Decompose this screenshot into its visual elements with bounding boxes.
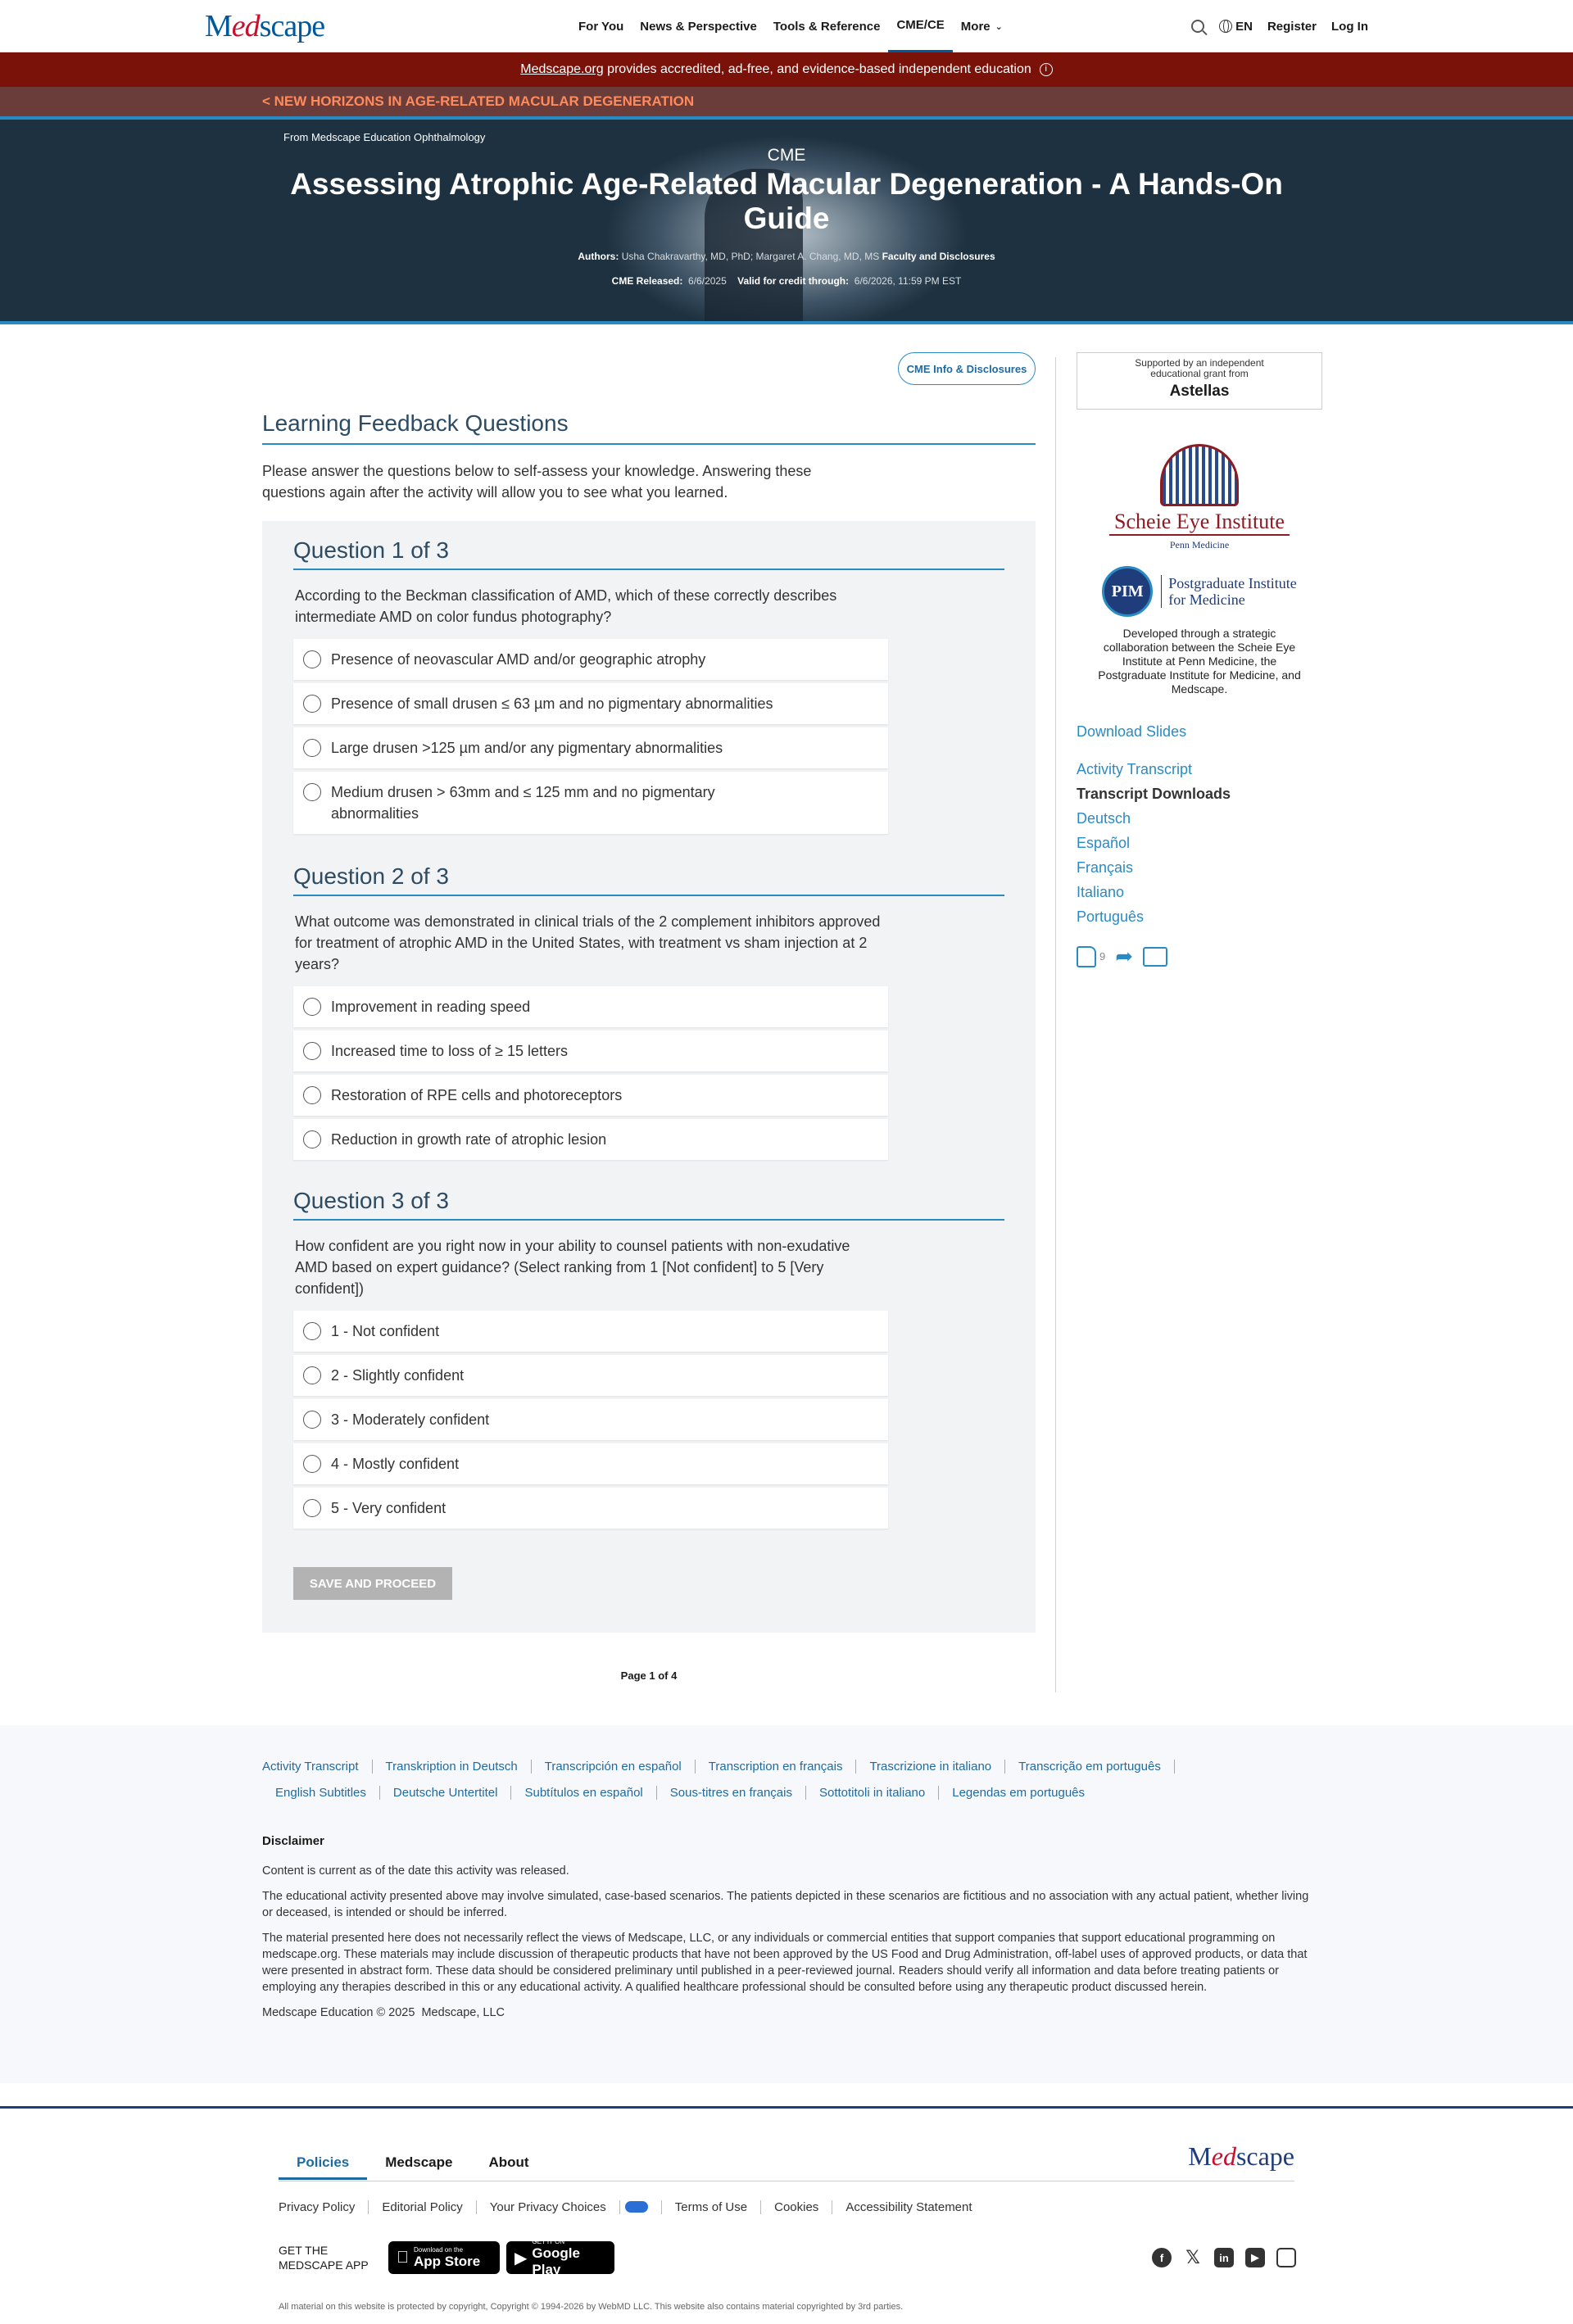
answer-option[interactable]: [293, 683, 888, 724]
answer-options: [293, 986, 888, 1160]
activity-actions: [1077, 944, 1322, 969]
option-label: 2 - Slightly confident: [331, 1367, 465, 1384]
language-label: EN: [1235, 19, 1253, 34]
transcript-portugues-link[interactable]: Português: [1077, 908, 1145, 925]
authors-label: Authors:: [578, 251, 619, 262]
instagram-icon[interactable]: [1276, 2248, 1296, 2267]
linkedin-icon[interactable]: in: [1214, 2248, 1234, 2267]
transcript-links-row: [262, 1760, 1175, 1774]
section-title: Learning Feedback Questions: [262, 410, 1036, 445]
valid-label: Valid for credit through:: [737, 275, 850, 287]
hero-source: From Medscape Education Ophthalmology: [283, 131, 486, 143]
option-label: 3 - Moderately confident: [331, 1411, 490, 1428]
transcript-link[interactable]: Transcription en français: [696, 1760, 857, 1774]
footer-links: [279, 2200, 986, 2214]
radio-button[interactable]: [303, 1322, 321, 1340]
answer-option[interactable]: [293, 639, 888, 680]
option-label: 4 - Mostly confident: [331, 1456, 460, 1472]
radio-button[interactable]: [303, 1411, 321, 1429]
radio-button[interactable]: [303, 695, 321, 713]
app-store-button[interactable]: [388, 2241, 500, 2274]
radio-button[interactable]: [303, 1042, 321, 1060]
banner-link[interactable]: [520, 62, 603, 77]
nav-more[interactable]: [953, 0, 1011, 52]
radio-button[interactable]: [303, 783, 321, 801]
info-icon[interactable]: i: [1040, 63, 1053, 76]
nav-more-label: More: [960, 19, 990, 34]
radio-button[interactable]: [303, 1366, 321, 1384]
question-stem: How confident are you right now in your ability to counsel patients with non-exudative AMD based on expert guidance? (Select ranking from 1 [Not confident] to 5 [Very confident]): [295, 1238, 850, 1297]
radio-button[interactable]: [303, 1086, 321, 1104]
footer-tab-medscape[interactable]: Medscape: [385, 2154, 453, 2170]
answer-option[interactable]: [293, 1075, 888, 1116]
like-count: 9: [1099, 950, 1106, 963]
question-1: [293, 537, 1004, 837]
transcript-francais-link[interactable]: Français: [1077, 859, 1134, 876]
cookies-link[interactable]: Cookies: [761, 2200, 832, 2214]
pim-line-2: for Medicine: [1168, 591, 1245, 608]
subtitle-link[interactable]: English Subtitles: [275, 1786, 380, 1800]
transcript-espanol-link[interactable]: Español: [1077, 835, 1131, 851]
collaboration-note: Developed through a strategic collaboration between the Scheie Eye Institute at Penn Medicine, the Postgraduate Institute for Medicine, and Medscape.: [1098, 627, 1301, 695]
banner-text: provides accredited, ad-free, and evidence-based independent education: [603, 62, 1031, 76]
transcript-link[interactable]: Transkription in Deutsch: [373, 1760, 532, 1774]
authors-names: Usha Chakravarthy, MD, PhD; Margaret A. Chang, MD, MS: [621, 251, 880, 262]
footer-tabs: [279, 2154, 547, 2180]
intro-text: Please answer the questions below to self-assess your knowledge. Answering these questions again after the activity will allow you to see what you learned.: [262, 463, 812, 501]
option-label: Medium drusen > 63mm and ≤ 125 mm and no pigmentary abnormalities: [331, 784, 715, 822]
answer-option[interactable]: [293, 1311, 888, 1352]
privacy-policy-link[interactable]: Privacy Policy: [279, 2200, 369, 2214]
search-icon[interactable]: [1191, 20, 1204, 33]
answer-option[interactable]: [293, 727, 888, 768]
grant-line-1: Supported by an independent: [1135, 357, 1264, 369]
x-icon[interactable]: 𝕏: [1185, 2247, 1200, 2267]
medscape-logo[interactable]: Medscape: [205, 8, 325, 43]
play-small: GET IT ON: [532, 2237, 565, 2245]
question-heading: Question 3 of 3: [293, 1188, 1004, 1221]
option-label: Increased time to loss of ≥ 15 letters: [331, 1043, 569, 1059]
option-label: Restoration of RPE cells and photoreceptors: [331, 1087, 623, 1103]
question-heading: Question 2 of 3: [293, 863, 1004, 896]
answer-option[interactable]: [293, 1443, 888, 1484]
print-icon[interactable]: [1143, 947, 1167, 967]
column-divider: [1055, 357, 1056, 1692]
question-heading: Question 1 of 3: [293, 537, 1004, 570]
save-and-proceed-button[interactable]: SAVE AND PROCEED: [293, 1567, 452, 1600]
option-label: Improvement in reading speed: [331, 999, 531, 1015]
download-slides-link[interactable]: Download Slides: [1077, 723, 1187, 740]
answer-option[interactable]: [293, 1488, 888, 1529]
nav-news-perspective[interactable]: News & Perspective: [640, 19, 757, 34]
pim-name: [1161, 575, 1296, 608]
pim-line-1: Postgraduate Institute: [1168, 575, 1297, 591]
disclaimer-paragraph: The material presented here does not necessarily reflect the views of Medscape, LLC, or any individuals or commercial entities that support companies that support educational programming on medscape.org. These materials may include discussion of therapeutic products that have not been approved by the US Food and Drug Administration, off-label uses of approved products, or data that were presented in abstract form. These data should be considered preliminary until published in a peer-reviewed journal. Readers should verify all information and data before treating patients or employing any therapies described in this or any educational activity. A qualified healthcare professional should be consulted before using any therapeutic product discussed herein.: [262, 1932, 1308, 1994]
banner-link-text: Medscape.org: [520, 62, 604, 76]
radio-button[interactable]: [303, 1130, 321, 1148]
appstore-big: App Store: [401, 2253, 469, 2269]
question-stem: According to the Beckman classification of AMD, which of these correctly describes intermediate AMD on color fundus photography?: [295, 587, 837, 625]
option-label: 1 - Not confident: [331, 1323, 440, 1339]
youtube-icon[interactable]: ▶: [1245, 2248, 1265, 2267]
privacy-choices-link[interactable]: [477, 2200, 662, 2214]
scheie-sub: Penn Medicine: [1169, 539, 1230, 550]
released-date: 6/6/2025: [688, 275, 727, 287]
question-stem: What outcome was demonstrated in clinical trials of the 2 complement inhibitors approved for treatment of atrophic AMD in the United States, with treatment vs sham injection at 2 years?: [295, 913, 881, 972]
info-banner: [0, 52, 1573, 87]
transcript-deutsch-link[interactable]: Deutsch: [1077, 810, 1131, 827]
transcript-link[interactable]: Trascrizione in italiano: [856, 1760, 1005, 1774]
answer-option[interactable]: [293, 1399, 888, 1440]
series-bar: [0, 87, 1573, 120]
transcript-link[interactable]: Activity Transcript: [262, 1760, 373, 1774]
social-links: [1152, 2248, 1296, 2267]
answer-options: [293, 639, 888, 834]
subtitle-link[interactable]: Deutsche Untertitel: [380, 1786, 512, 1800]
subtitle-links-row: [275, 1786, 1098, 1800]
apple-icon: [397, 2249, 409, 2267]
transcript-italiano-link[interactable]: Italiano: [1077, 884, 1125, 900]
answer-option[interactable]: [293, 1031, 888, 1071]
scheie-name: Scheie Eye Institute: [1109, 510, 1290, 536]
transcript-link[interactable]: Transcrição em português: [1005, 1760, 1175, 1774]
option-label: Presence of neovascular AMD and/or geographic atrophy: [331, 651, 706, 668]
subtitle-link[interactable]: Sottotitoli in italiano: [806, 1786, 939, 1800]
radio-button[interactable]: [303, 1455, 321, 1473]
pim-badge: PIM: [1102, 566, 1153, 617]
disclaimer-paragraph: The educational activity presented above may involve simulated, case-based scenarios. The patients depicted in these scenarios are fictitious and no association with any actual patient, whether living or deceased, is intended or should be inferred.: [262, 1890, 1309, 1919]
footer-tab-policies[interactable]: Policies: [279, 2154, 367, 2180]
radio-button[interactable]: [303, 650, 321, 668]
site-header: [0, 0, 1573, 52]
get-app-label: [279, 2243, 369, 2272]
questions-panel: [262, 521, 1036, 1633]
nav-tools-reference[interactable]: Tools & Reference: [773, 19, 881, 34]
privacy-choices-icon: [625, 2201, 648, 2213]
transcript-downloads-heading: Transcript Downloads: [1077, 786, 1231, 802]
option-label: Reduction in growth rate of atrophic lesion: [331, 1131, 607, 1148]
globe-icon: [1219, 20, 1232, 33]
radio-button[interactable]: [303, 739, 321, 757]
disclaimer-copyright: Medscape Education © 2025 Medscape, LLC: [262, 2006, 505, 2019]
main-nav: [570, 0, 1011, 52]
page-title: Assessing Atrophic Age-Related Macular Degeneration - A Hands-On Guide: [290, 167, 1283, 235]
sidebar-links: [1077, 719, 1322, 929]
answer-option[interactable]: [293, 1119, 888, 1160]
answer-option[interactable]: [293, 772, 888, 834]
play-icon: ▶: [515, 2249, 528, 2267]
faculty-disclosures-link[interactable]: Faculty and Disclosures: [882, 251, 995, 262]
privacy-choices-label: Your Privacy Choices: [490, 2200, 620, 2214]
play-big: Google Play: [532, 2245, 580, 2277]
disclaimer: [262, 1833, 1311, 2030]
answer-option[interactable]: [293, 1355, 888, 1396]
radio-button[interactable]: [303, 998, 321, 1016]
sidebar: [1077, 352, 1322, 969]
activity-hero: [0, 120, 1573, 324]
grant-box: [1077, 352, 1322, 410]
subtitle-link[interactable]: Sous-titres en français: [657, 1786, 806, 1800]
grant-company: Astellas: [1169, 383, 1230, 400]
login-link[interactable]: Log In: [1331, 19, 1368, 34]
option-label: 5 - Very confident: [331, 1500, 447, 1516]
question-2: [293, 863, 1004, 1163]
disclaimer-paragraph: Content is current as of the date this activity was released.: [262, 1864, 569, 1878]
answer-option[interactable]: [293, 986, 888, 1027]
footer-copyright: All material on this website is protected by copyright, Copyright © 1994-2026 by WebMD LLC. This website also contains material copyrighted by 3rd parties.: [279, 2302, 904, 2312]
facebook-icon[interactable]: f: [1152, 2248, 1172, 2267]
get-app-line-1: GET THE: [279, 2244, 329, 2257]
transcripts-section: [0, 1725, 1573, 2083]
transcript-link[interactable]: Transcripción en español: [532, 1760, 696, 1774]
site-footer: [0, 2106, 1573, 2324]
subtitle-link[interactable]: Subtítulos en español: [511, 1786, 656, 1800]
accessibility-link[interactable]: Accessibility Statement: [845, 2200, 972, 2214]
nav-cme-ce[interactable]: CME/CE: [888, 0, 952, 52]
option-label: Presence of small drusen ≤ 63 µm and no pigmentary abnormalities: [331, 695, 773, 712]
series-back-link[interactable]: < NEW HORIZONS IN AGE-RELATED MACULAR DEGENERATION: [262, 93, 695, 109]
like-icon[interactable]: [1077, 946, 1096, 967]
activity-transcript-link[interactable]: Activity Transcript: [1077, 761, 1193, 777]
option-label: Large drusen >125 µm and/or any pigmentary abnormalities: [331, 740, 723, 756]
subtitle-link[interactable]: Legendas em português: [952, 1786, 1086, 1800]
page-indicator: Page 1 of 4: [620, 1669, 678, 1682]
chevron-down-icon: ⌄: [995, 21, 1003, 32]
cme-info-button[interactable]: CME Info & Disclosures: [898, 352, 1036, 385]
nav-for-you[interactable]: For You: [578, 19, 624, 34]
disclaimer-heading: Disclaimer: [262, 1834, 324, 1848]
get-app-line-2: MEDSCAPE APP: [279, 2258, 369, 2272]
appstore-small: Download on the: [401, 2245, 451, 2254]
register-link[interactable]: Register: [1267, 19, 1317, 34]
radio-button[interactable]: [303, 1499, 321, 1517]
released-label: CME Released:: [611, 275, 683, 287]
grant-line-2: educational grant from: [1150, 368, 1249, 379]
editorial-policy-link[interactable]: Editorial Policy: [369, 2200, 476, 2214]
hero-authors: [0, 251, 1573, 262]
header-actions: [1191, 0, 1368, 52]
share-icon[interactable]: ➦: [1115, 944, 1134, 968]
footer-logo[interactable]: Medscape: [1188, 2141, 1294, 2171]
question-3: [293, 1188, 1004, 1532]
google-play-button[interactable]: [506, 2237, 614, 2277]
scheie-logo: [1109, 444, 1290, 551]
terms-of-use-link[interactable]: Terms of Use: [662, 2200, 761, 2214]
pim-logo: [1077, 566, 1322, 617]
footer-tab-about[interactable]: About: [488, 2154, 529, 2170]
hero-tag: CME: [767, 146, 806, 165]
language-selector[interactable]: [1219, 20, 1253, 34]
scheie-building-icon: [1160, 444, 1239, 506]
main-content: [0, 324, 1573, 1725]
answer-options: [293, 1311, 888, 1529]
valid-date: 6/6/2026, 11:59 PM EST: [854, 275, 962, 287]
hero-dates: [0, 275, 1573, 287]
